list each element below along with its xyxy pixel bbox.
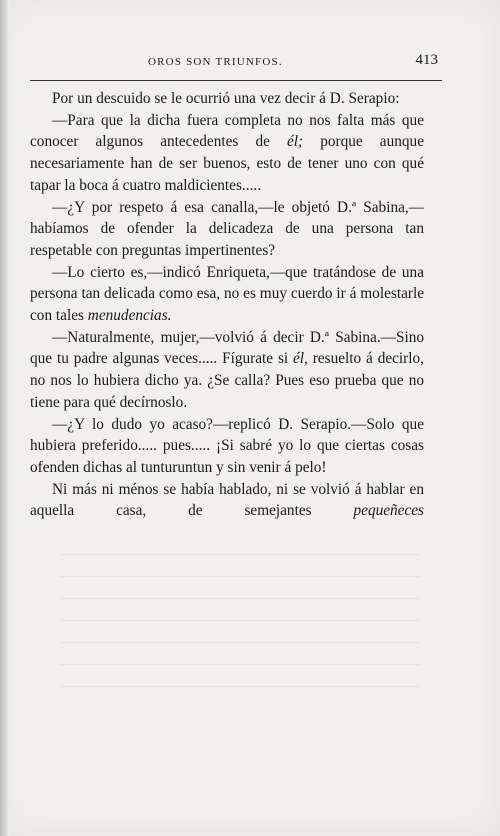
body-text bbox=[30, 88, 424, 522]
header-rule bbox=[30, 80, 442, 81]
running-head: OROS SON TRIUNFOS. bbox=[148, 56, 283, 68]
page-spine-shadow bbox=[0, 0, 10, 836]
paragraph: —Lo cierto es,—indicó Enriqueta,—que tratándose de una persona tan delicada como esa, no es muy cuerdo ir á molestarle con tales menudencias. bbox=[30, 263, 424, 325]
page-number: 413 bbox=[415, 52, 438, 68]
paragraph: —Naturalmente, mujer,—volvió á decir D.ª Sabina.—Sino que tu padre algunas veces..... Fígurate si él, resuelto á decirlo, no nos lo hubiera dicho ya. ¿Se calla? Pues eso prueba que no tiene para qué decírnoslo. bbox=[30, 328, 424, 411]
paragraph: —¿Y lo dudo yo acaso?—replicó D. Serapio.—Solo que hubiera preferido..... pues..... ¡Si sabré yo lo que ciertas cosas ofenden dichas al tunturuntun y sin venir á pelo! bbox=[30, 415, 424, 476]
paragraph: —Para que la dicha fuera completa no nos falta más que conocer algunos antecedentes de él; porque aunque necesariamente han de ser buenos, esto de tener uno con qué tapar la boca á cuatro maldicientes..... bbox=[30, 111, 424, 194]
paragraph: Por un descuido se le ocurrió una vez decir á D. Serapio: bbox=[52, 90, 400, 107]
paragraph: Ni más ni ménos se había hablado, ni se volvió á hablar en aquella casa, de semejantes pequeñeces bbox=[30, 480, 424, 520]
paragraph: —¿Y por respeto á esa canalla,—le objetó D.ª Sabina,—habíamos de ofender la delicadeza de una persona tan respetable con preguntas impertinentes? bbox=[30, 198, 424, 259]
page-header bbox=[30, 50, 442, 76]
show-through-texture bbox=[60, 540, 420, 700]
